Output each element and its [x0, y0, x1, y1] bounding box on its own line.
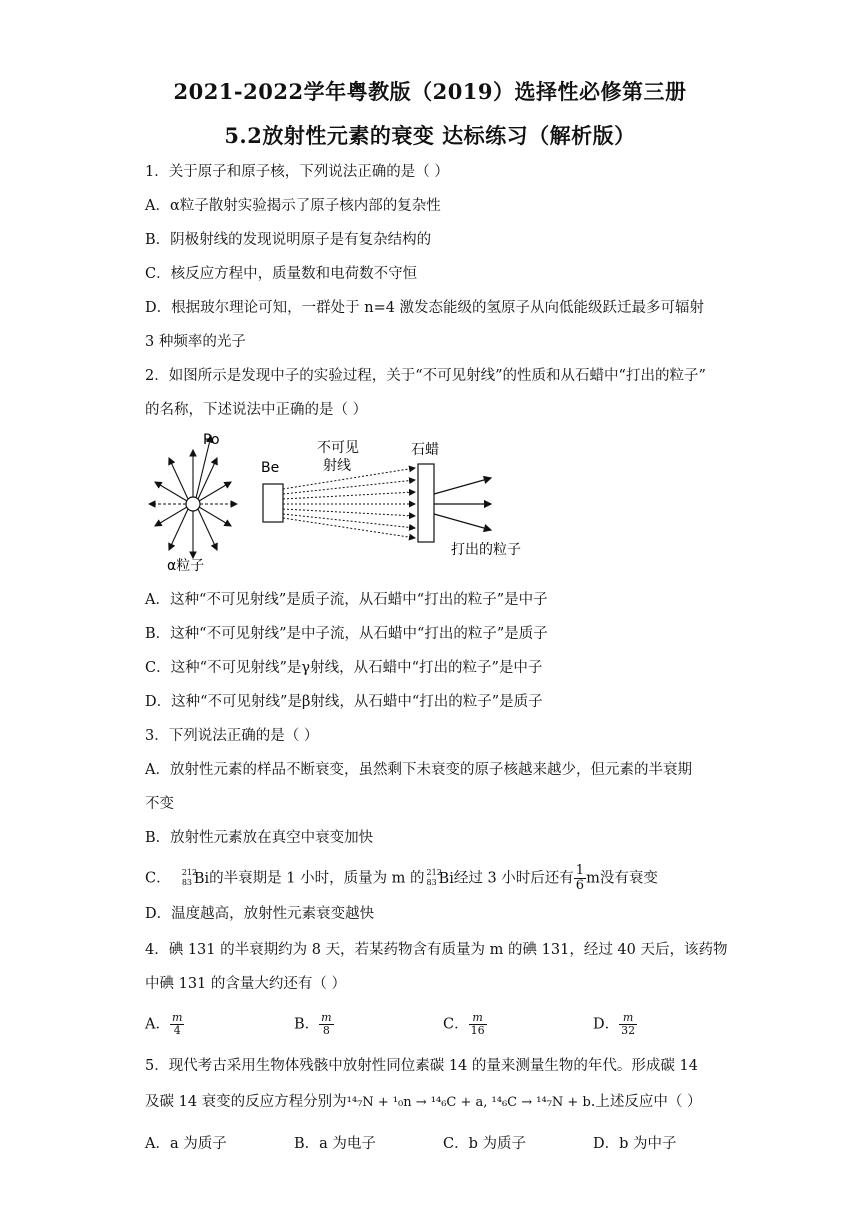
q3-option-c — [145, 864, 658, 893]
q1-option-b: B．阴极射线的发现说明原子是有复杂结构的 — [145, 232, 432, 248]
q3-stem: 3．下列说法正确的是（ ） — [145, 728, 319, 744]
be-label: Be — [261, 460, 280, 476]
invisible-rays — [283, 468, 415, 538]
q3-c-text-3: 没有衰变 — [599, 870, 658, 887]
q2-option-d: D．这种“不可见射线”是β射线，从石蜡中“打出的粒子”是质子 — [145, 694, 543, 710]
bi-nuclide-1: 212 83 Bi — [181, 867, 210, 887]
q2-stem-cont: 的名称，下述说法中正确的是（ ） — [145, 402, 368, 418]
q3-c-text-1: 的半衰期是 1 小时，质量为 m 的 — [209, 870, 425, 887]
ray-label-1: 不可见 — [317, 440, 359, 456]
q4-stem: 4．碘 131 的半衰期约为 8 天，若某药物含有质量为 m 的碘 131，经过 40 天后，该药物 — [145, 942, 728, 958]
page-title-line2: 5.2放射性元素的衰变 达标练习（解析版） — [224, 123, 636, 148]
q3-c-unit: m — [586, 870, 600, 887]
q5-equation: ¹⁴₇N + ¹₀n → ¹⁴₆C + a, ¹⁴₆C → ¹⁴₇N + b — [346, 1095, 591, 1110]
paraffin-label: 石蜡 — [411, 442, 439, 458]
q2-option-a: A．这种“不可见射线”是质子流，从石蜡中“打出的粒子”是中子 — [145, 592, 548, 608]
q4-option-a: A． $\frac{m}{4}$ — [145, 1011, 183, 1037]
ray-label-2: 射线 — [323, 458, 351, 474]
q4-option-d: D． $\frac{m}{32}$ — [593, 1011, 636, 1037]
q1-option-d: D．根据玻尔理论可知，一群处于 n=4 激发态能级的氢原子从向低能级跃迁最多可辐射 — [145, 300, 705, 316]
q5-stem: 5．现代考古采用生物体残骸中放射性同位素碳 14 的量来测量生物的年代。形成碳 14 — [145, 1058, 698, 1074]
q3-option-a: A．放射性元素的样品不断衰变，虽然剩下未衰变的原子核越来越少，但元素的半衰期 — [145, 762, 692, 778]
alpha-label: α粒子 — [167, 558, 205, 574]
q2-stem: 2．如图所示是发现中子的实验过程，关于“不可见射线”的性质和从石蜡中“打出的粒子” — [145, 368, 706, 384]
q1-option-a: A．α粒子散射实验揭示了原子核内部的复杂性 — [145, 198, 441, 214]
q2-option-c: C．这种“不可见射线”是γ射线，从石蜡中“打出的粒子”是中子 — [145, 660, 543, 676]
q4-stem-cont: 中碘 131 的含量大约还有（ ） — [145, 976, 347, 992]
bi-nuclide-2: 212 83 Bi — [426, 867, 454, 887]
q3-option-a-cont: 不变 — [145, 796, 174, 812]
po-label: Po — [203, 432, 220, 448]
ejected-label: 打出的粒子 — [451, 542, 521, 558]
q1-option-c: C．核反应方程中，质量数和电荷数不守恒 — [145, 266, 418, 282]
paraffin-slab — [418, 464, 434, 542]
q5-stem-cont: 及碳 14 衰变的反应方程分别为¹⁴₇N + ¹₀n → ¹⁴₆C + a, ¹⁴₆C → ¹⁴₇N + b.上述反应中（ ） — [145, 1094, 702, 1110]
q3-option-d: D．温度越高，放射性元素衰变越快 — [145, 906, 375, 922]
neutron-discovery-figure — [145, 428, 545, 578]
q3-c-text-2: 经过 3 小时后还有 — [453, 870, 574, 887]
q1-stem: 1．关于原子和原子核，下列说法正确的是（ ） — [145, 164, 449, 180]
q1-option-d-cont: 3 种频率的光子 — [145, 334, 246, 350]
polonium-source — [149, 436, 237, 558]
q4-option-c: C． $\frac{m}{16}$ — [443, 1011, 485, 1037]
q5-option-a: A．a 为质子 — [145, 1136, 227, 1152]
q2-option-b: B．这种“不可见射线”是中子流，从石蜡中“打出的粒子”是质子 — [145, 626, 548, 642]
beryllium-block — [263, 484, 283, 522]
q3-option-b: B．放射性元素放在真空中衰变加快 — [145, 830, 374, 846]
q5-option-c: C．b 为质子 — [443, 1136, 526, 1152]
q5-option-b: B．a 为电子 — [294, 1136, 376, 1152]
page-title-line1: 2021-2022学年粤教版（2019）选择性必修第三册 — [173, 79, 687, 104]
q3-c-label: C． — [145, 870, 171, 887]
q5-option-d: D．b 为中子 — [593, 1136, 677, 1152]
q3-c-fraction: $\frac{1}{6}$ — [575, 863, 585, 893]
q4-option-b: B． $\frac{m}{8}$ — [294, 1011, 332, 1037]
ejected-particles — [434, 478, 491, 530]
